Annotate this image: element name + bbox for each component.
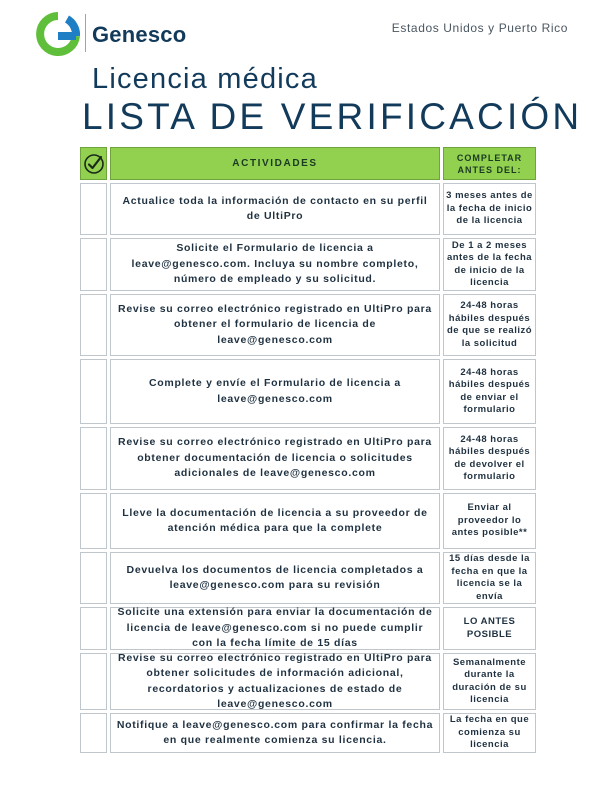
table-row (80, 183, 536, 235)
row-checkbox[interactable] (80, 552, 107, 604)
row-checkbox[interactable] (80, 607, 107, 650)
row-checkbox[interactable] (80, 713, 107, 753)
row-activity: Lleve la documentación de licencia a su proveedor de atención médica para que la complete (110, 493, 440, 549)
row-deadline: 24-48 horas hábiles después de devolver el formulario (443, 427, 536, 490)
genesco-g-logo-icon (36, 12, 80, 56)
row-activity: Revise su correo electrónico registrado en UltiPro para obtener documentación de licencia o solicitudes adicionales de leave@genesco.com (110, 427, 440, 490)
row-deadline: 3 meses antes de la fecha de inicio de la licencia (443, 183, 536, 235)
table-header-row (80, 147, 536, 180)
row-checkbox[interactable] (80, 238, 107, 291)
row-activity: Complete y envíe el Formulario de licencia a leave@genesco.com (110, 359, 440, 424)
logo-divider (85, 14, 86, 52)
check-circle-icon (83, 153, 105, 175)
row-activity: Actualice toda la información de contacto en su perfil de UltiPro (110, 183, 440, 235)
region-label: Estados Unidos y Puerto Rico (391, 21, 568, 35)
table-row (80, 607, 536, 650)
row-deadline: 24-48 horas hábiles después de que se realizó la solicitud (443, 294, 536, 356)
row-checkbox[interactable] (80, 653, 107, 710)
row-checkbox[interactable] (80, 359, 107, 424)
row-deadline: La fecha en que comienza su licencia (443, 713, 536, 753)
row-deadline: Semanalmente durante la duración de su licencia (443, 653, 536, 710)
row-checkbox[interactable] (80, 427, 107, 490)
table-row (80, 294, 536, 356)
row-activity: Revise su correo electrónico registrado en UltiPro para obtener el formulario de licencia de leave@genesco.com (110, 294, 440, 356)
table-row (80, 653, 536, 710)
column-header-deadline: COMPLETAR ANTES DEL: (443, 147, 536, 180)
row-activity: Solicite una extensión para enviar la documentación de licencia de leave@genesco.com si no puede cumplir con la fecha límite de 15 días (110, 607, 440, 650)
header-check-cell (80, 147, 107, 180)
row-checkbox[interactable] (80, 294, 107, 356)
row-activity: Notifique a leave@genesco.com para confirmar la fecha en que realmente comienza su licencia. (110, 713, 440, 753)
row-deadline: LO ANTES POSIBLE (443, 607, 536, 650)
table-row (80, 238, 536, 291)
page-header (0, 0, 612, 60)
row-checkbox[interactable] (80, 493, 107, 549)
row-activity: Revise su correo electrónico registrado en UltiPro para obtener solicitudes de información adicional, recordatorios y actualizaciones de estado de leave@genesco.com (110, 653, 440, 710)
table-row (80, 427, 536, 490)
brand-name: Genesco (92, 22, 187, 47)
row-deadline: 24-48 horas hábiles después de enviar el formulario (443, 359, 536, 424)
row-checkbox[interactable] (80, 183, 107, 235)
column-header-activities: ACTIVIDADES (110, 147, 440, 180)
row-deadline: 15 días desde la fecha en que la licencia se la envía (443, 552, 536, 604)
table-row (80, 552, 536, 604)
row-deadline: Enviar al proveedor lo antes posible** (443, 493, 536, 549)
document-subtitle: Licencia médica (92, 63, 318, 95)
row-deadline: De 1 a 2 meses antes de la fecha de inicio de la licencia (443, 238, 536, 291)
table-row (80, 713, 536, 753)
table-row (80, 493, 536, 549)
document-title: LISTA DE VERIFICACIÓN (82, 96, 583, 137)
table-row (80, 359, 536, 424)
row-activity: Devuelva los documentos de licencia completados a leave@genesco.com para su revisión (110, 552, 440, 604)
row-activity: Solicite el Formulario de licencia a leave@genesco.com. Incluya su nombre completo, número de empleado y su solicitud. (110, 238, 440, 291)
